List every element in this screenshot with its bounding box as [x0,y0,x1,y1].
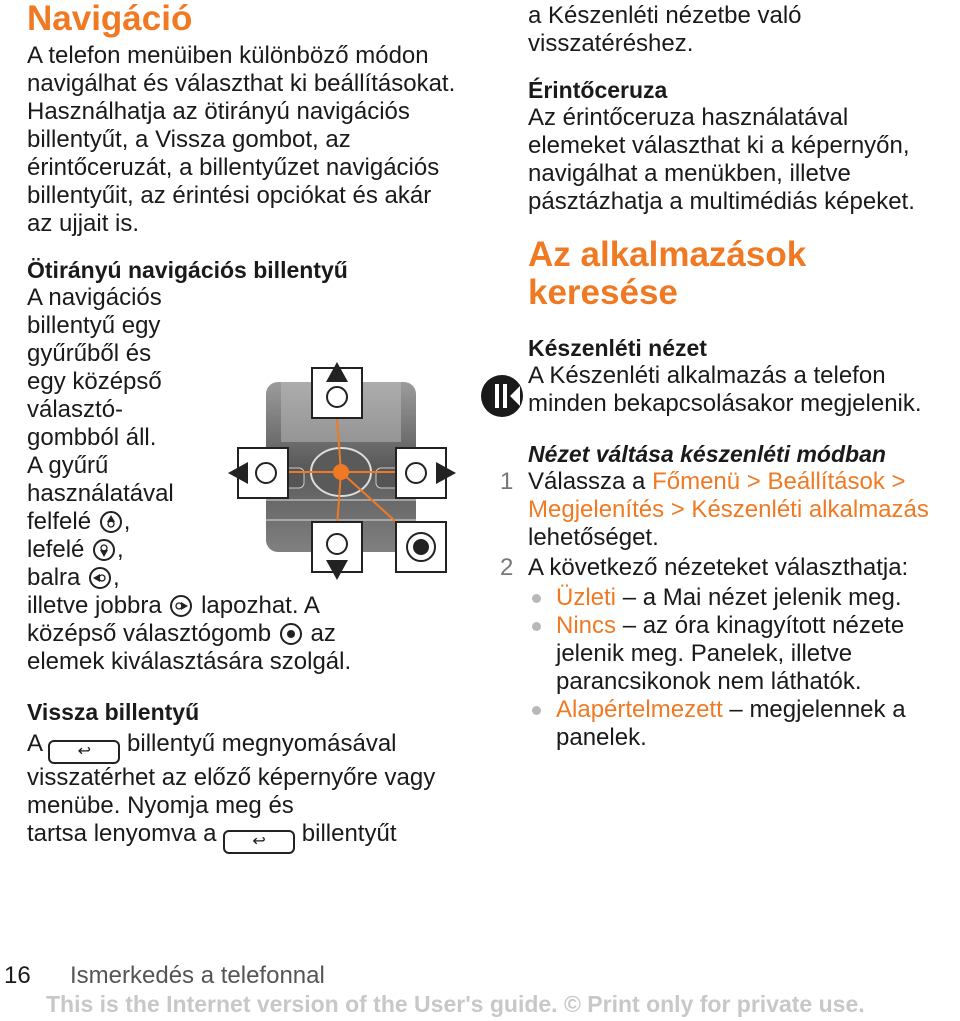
steps-list [500,468,958,582]
left-label: balra [27,564,81,591]
nav-up-icon [100,511,122,533]
callout-right-icon [396,448,456,498]
nav-line: gombból áll. [27,424,157,451]
back-last-a: tartsa lenyomva a [27,820,217,847]
standby-mode-icon [480,374,524,418]
nav-line-right [27,592,467,620]
nav-line: egy középső [27,368,162,395]
standby-text: A Készenléti alkalmazás a telefon minden bekapcsolásakor megjelenik. [528,362,922,417]
nav-key-illustration [226,360,458,582]
back-line-last [27,820,467,854]
nav-line-center-end: elemek kiválasztására szolgál. [27,648,352,675]
option-term: Nincs [556,612,617,639]
callout-center-icon [396,522,446,572]
back-key-heading: Vissza billentyű [27,699,200,725]
stylus-text: Az érintőceruza használatával elemeket választhat ki a képernyőn, navigálhat a menükben, illetve pásztázhatja a multimédiás képeket. [528,104,915,215]
continued-text: a Készenléti nézetbe való visszatéréshez. [528,2,802,57]
back-key-icon: ↩ [223,830,295,854]
center-label: középső választógomb [27,620,272,647]
nav-center-icon [280,623,302,645]
list-item [528,696,958,752]
standby-heading: Készenléti nézet [528,335,707,361]
list-item [528,584,958,612]
back-a: A [27,730,42,757]
back-key-icon: ↩ [48,740,120,764]
callout-up-icon [312,362,362,418]
step2-text: A következő nézeteket választhatja: [528,554,909,581]
bullet-icon [532,622,541,631]
view-options-list [528,584,958,752]
page-number: 16 [4,962,31,989]
nav-line-down [27,536,227,564]
back-rest: visszatérhet az előző képernyőre vagy menübe. Nyomja meg és [27,764,436,819]
back-line-1 [27,730,467,764]
nav-line: gyűrűből és [27,340,152,367]
back-b: billentyű megnyomásával [127,730,397,757]
nav-line-center [27,620,467,648]
step-number: 1 [500,468,514,495]
step-1 [500,468,958,552]
back-last-b: billentyűt [301,820,397,847]
option-term: Alapértelmezett [556,696,723,723]
nav-down-icon [93,539,115,561]
nav-line: használatával [27,480,174,507]
comma: , [123,508,131,535]
nav-line: választó- [27,396,124,423]
nav-line-up [27,508,227,536]
step1-text: Válassza a [528,468,646,495]
bullet-icon [532,706,541,715]
nav-line: billentyű egy [27,312,161,339]
option-desc: – az óra kinagyított nézete jelenik meg. Panelek, illetve parancsikonok nem láthatók. [556,612,905,695]
chapter-title: Ismerkedés a telefonnal [70,962,325,989]
right-label: illetve jobbra [27,592,162,619]
option-desc: – a Mai nézet jelenik meg. [622,584,902,611]
stylus-heading: Érintőceruza [528,77,668,103]
intro-paragraph: A telefon menüiben különböző módon navigálhat és választhat ki beállításokat. Használhatja az ötirányú navigációs billentyűt, a Vissza gombot, az érintőceruzát, a billentyűzet navigációs billentyűit, az érintési opciókat és akár az ujjait is. [27,42,456,237]
up-label: felfelé [27,508,92,535]
section-title-navigation: Navigáció [27,0,193,38]
list-item [528,612,958,696]
option-term: Üzleti [556,584,617,611]
down-label: lefelé [27,536,85,563]
nav-right-icon [170,595,192,617]
comma: , [113,564,120,591]
nav-key-heading: Ötirányú navigációs billentyű [27,257,348,283]
footer-note: This is the Internet version of the User's guide. © Print only for private use. [46,991,865,1017]
nav-line-left [27,564,227,592]
nav-line: A navigációs [27,284,162,311]
callout-down-icon [312,522,362,580]
callout-left-icon [228,448,288,498]
step-number: 2 [500,554,514,581]
option-desc: – megjelennek a panelek. [556,696,906,751]
menu-path: Főmenü > Beállítások > Megjelenítés > Készenléti alkalmazás [528,468,929,523]
center-suffix: az [310,620,336,647]
right-column [500,0,958,752]
step1-end: lehetőséget. [528,524,659,551]
step-2 [500,554,958,582]
nav-line: A gyűrű [27,452,109,479]
comma: , [117,536,124,563]
right-suffix: lapozhat. A [201,592,320,619]
section-title-apps: Az alkalmazások keresése [528,235,807,312]
nav-left-icon [89,567,111,589]
bullet-icon [532,594,541,603]
nav-key-text [27,284,227,592]
switch-heading: Nézet váltása készenléti módban [528,441,886,467]
